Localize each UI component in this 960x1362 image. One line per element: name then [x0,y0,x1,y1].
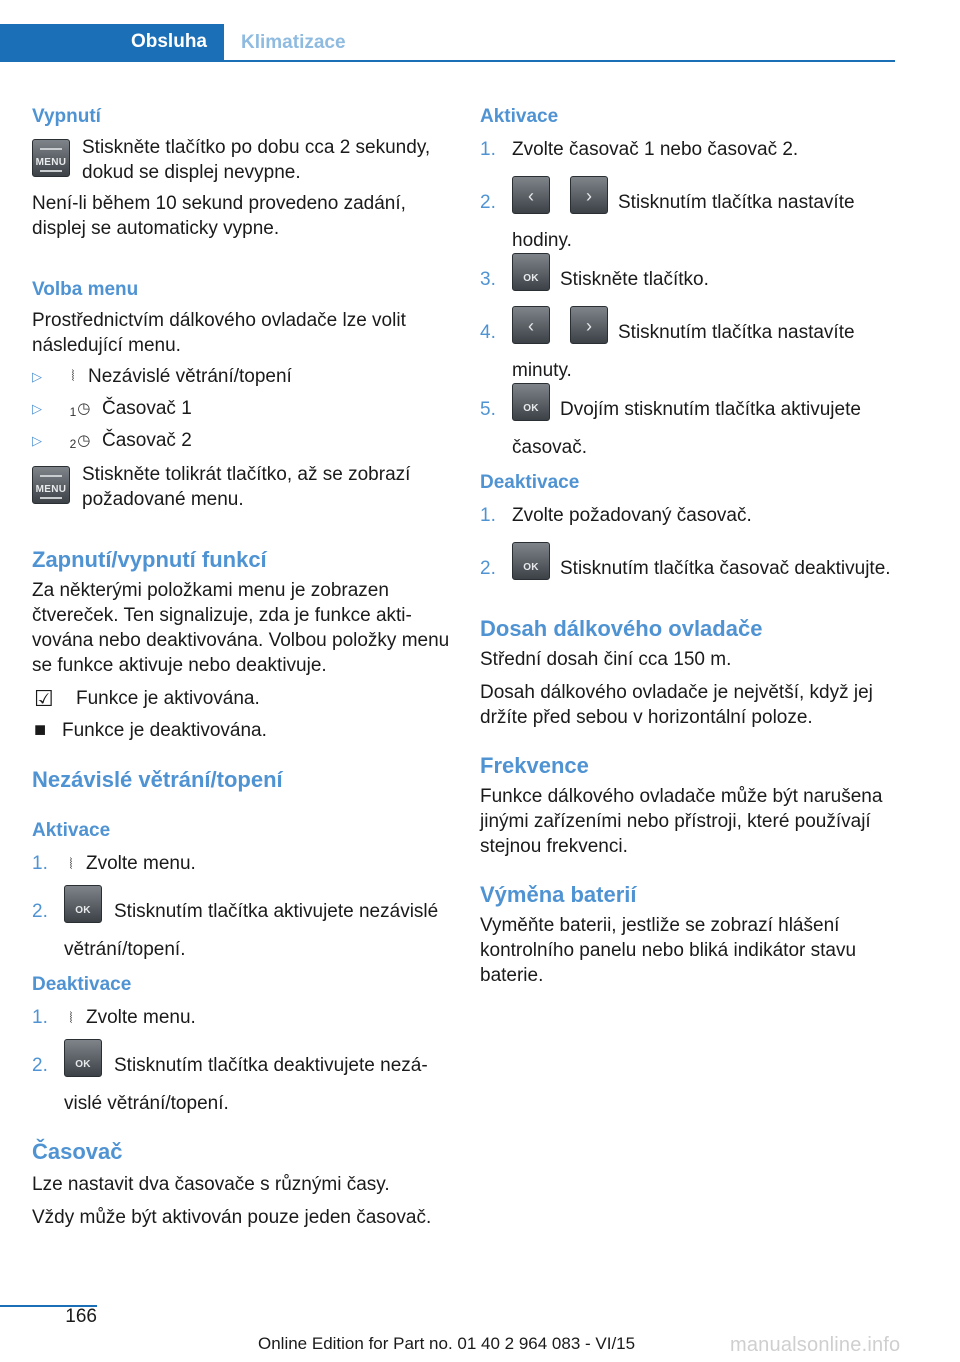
left-arrow-button-icon: ‹ [512,176,550,214]
list-number: 5. [480,399,496,420]
step-text: Zvolte menu. [86,853,196,874]
bullet-triangle-icon: ▷ [32,433,42,448]
menu-button-icon: MENU [32,466,70,504]
list-item [480,542,898,581]
heading-nezavisle: Nezávislé větrání/topení [32,767,283,792]
step-text: Zvolte požadovaný časovač. [512,505,752,526]
heading-dosah: Dosah dálkového ovladače [480,616,763,641]
vypnuti-text: Stiskněte tlačítko po dobu cca 2 sekundy, dokud se displej nevypne. [82,137,431,183]
menu-item-label: Časovač 1 [102,398,192,419]
list-number: 1. [480,505,496,526]
casovac-text-2: Vždy může být aktivován pouze jeden časovač. [32,1207,432,1228]
ok-button-icon: OK [64,1039,102,1077]
menu-item-timer-2 [32,428,450,460]
list-item [480,383,898,458]
bullet-triangle-icon: ▷ [32,401,42,416]
step-text: Stisknutím tlačítka nastavíte hodiny. [512,192,855,251]
heating-icon: ⦚ [69,856,73,873]
heading-aktivace-right: Aktivace [480,106,559,127]
step-text: Zvolte menu. [86,1007,196,1028]
heading-volba-menu: Volba menu [32,279,139,300]
heading-aktivace-left: Aktivace [32,820,111,841]
active-row [32,682,450,714]
ok-button-icon: OK [512,542,550,580]
menu-item-ventilation [32,364,450,396]
vypnuti-row [32,135,450,185]
heading-deaktivace-left: Deaktivace [32,974,132,995]
step-text: Stisknutím tlačítka časovač deaktivujte. [560,558,891,579]
volba-text: Prostřednictvím dálkového ovladače lze volit následující menu. [32,310,406,356]
ok-button-icon: OK [512,253,550,291]
volba-press-text: Stiskněte tolikrát tlačítko, až se zobrazí požadované menu. [82,464,411,510]
menu-item-label: Časovač 2 [102,430,192,451]
list-item [480,137,898,162]
timer-icon: $_2$◷ [69,432,91,451]
right-arrow-button-icon: › [570,306,608,344]
ok-button-icon: OK [512,383,550,421]
list-number: 3. [480,269,496,290]
header-tabs [0,24,895,62]
watermark: manualsonline.info [730,1334,901,1356]
list-item [480,176,898,251]
casovac-text-1: Lze nastavit dva časovače s různými časy. [32,1174,390,1195]
dosah-text-1: Střední dosah činí cca 150 m. [480,649,732,670]
volba-press-row [32,462,450,512]
heading-deaktivace-right: Deaktivace [480,472,580,493]
inactive-row [32,714,450,746]
menu-button-icon: MENU [32,139,70,177]
list-item [32,1039,450,1114]
checkmark-icon: ☑ [34,685,54,711]
list-number: 1. [480,139,496,160]
list-number: 2. [32,1055,48,1076]
list-number: 1. [32,853,48,874]
zapnuti-text: Za některými položkami menu je zobrazen čtvereček. Ten signalizuje, zda je funkce aktivována nebo deaktivována. Volbou položky menu se funkce aktivuje nebo deaktivuje. [32,580,450,676]
timer-icon: $_1$◷ [69,400,91,419]
step-text: Dvojím stisknutím tlačítka aktivujete časovač. [512,399,861,458]
heading-casovac: Časovač [32,1139,123,1164]
heating-icon: ⦚ [69,1010,73,1027]
tab-klimatizace[interactable]: Klimatizace [241,32,346,53]
active-label: Funkce je aktivována. [76,687,260,709]
vymena-text: Vyměňte baterii, jestliže se zobrazí hlášení kontrolního panelu nebo bliká indikátor stavu baterie. [480,915,857,986]
heading-frekvence: Frekvence [480,753,589,778]
list-item [32,1005,450,1031]
step-text: Stisknutím tlačítka deaktivujete nezávislé větrání/topení. [64,1055,428,1114]
list-number: 1. [32,1007,48,1028]
page-number: 166 [65,1306,97,1327]
ok-button-icon: OK [64,885,102,923]
step-text: Zvolte časovač 1 nebo časovač 2. [512,139,799,160]
list-item [32,885,450,960]
left-arrow-button-icon: ‹ [512,306,550,344]
list-item [32,851,450,877]
step-text: Stiskněte tlačítko. [560,269,709,290]
heating-icon: ⦚ [71,368,75,385]
list-item [480,253,898,292]
right-column [480,100,898,988]
inactive-label: Funkce je deaktivována. [62,719,267,741]
left-column [32,100,450,1230]
bullet-triangle-icon: ▷ [32,369,42,384]
list-item [480,503,898,528]
list-number: 2. [32,901,48,922]
heading-zapnuti: Zapnutí/vypnutí funkcí [32,547,267,572]
right-arrow-button-icon: › [570,176,608,214]
header-divider [0,60,895,62]
heading-vymena: Výměna baterií [480,882,637,907]
edition-text: Online Edition for Part no. 01 40 2 964 083 - VI/15 [258,1334,636,1353]
list-number: 4. [480,322,496,343]
menu-item-label: Nezávislé větrání/topení [88,366,292,387]
list-item [480,306,898,381]
step-text: Stisknutím tlačítka aktivujete nezávislé větrání/topení. [64,901,439,960]
vypnuti-note: Není-li během 10 sekund provedeno zadání, displej se automaticky vypne. [32,193,406,239]
list-number: 2. [480,558,496,579]
dosah-text-2: Dosah dálkového ovladače je největší, když jej držíte před sebou v horizontální poloze. [480,682,873,728]
frekvence-text: Funkce dálkového ovladače může být narušena jinými zařízeními nebo přístroji, které používají stejnou frekvenci. [480,786,883,857]
square-icon: ■ [34,718,47,741]
heading-vypnuti: Vypnutí [32,106,101,127]
list-number: 2. [480,192,496,213]
step-text: Stisknutím tlačítka nastavíte minuty. [512,322,855,381]
menu-item-timer-1 [32,396,450,428]
tab-obsluha[interactable]: Obsluha [0,24,224,60]
